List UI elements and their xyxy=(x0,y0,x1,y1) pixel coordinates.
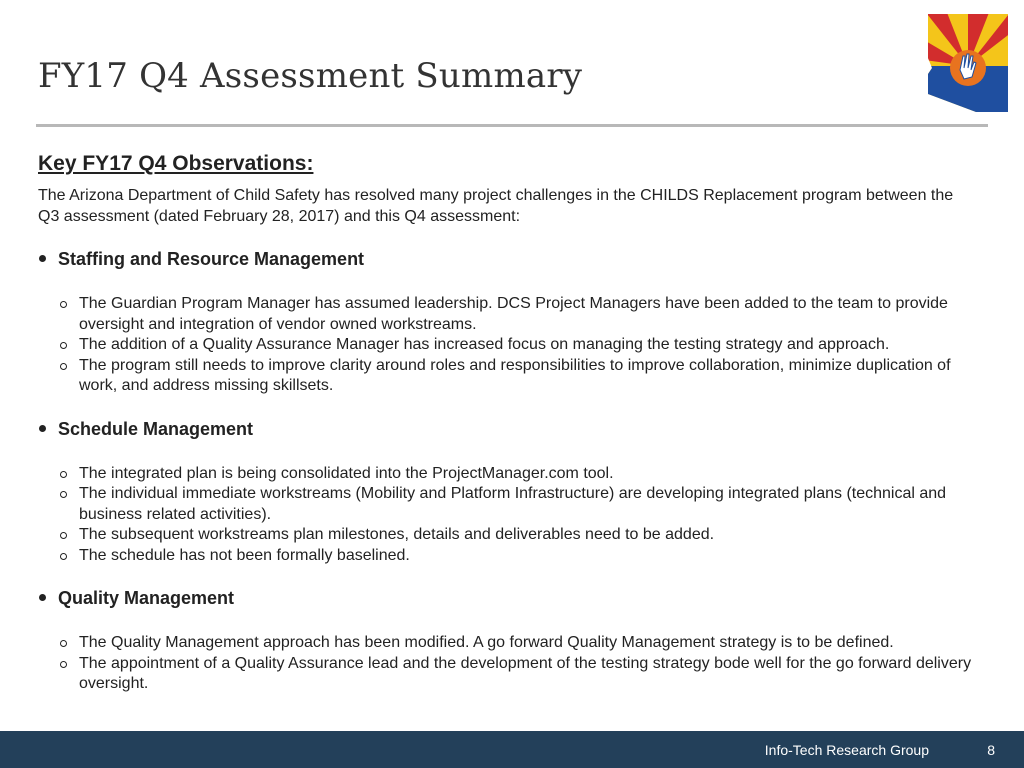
list-item: The program still needs to improve clarity around roles and responsibilities to improve collaboration, minimize duplication of work, and address missing skillsets. xyxy=(38,356,978,397)
section-title: Quality Management xyxy=(38,588,978,609)
footer-org: Info-Tech Research Group xyxy=(764,742,929,758)
list-item: The addition of a Quality Assurance Manager has increased focus on managing the testing strategy and approach. xyxy=(38,335,978,356)
bullet-icon xyxy=(39,425,46,432)
page-number: 8 xyxy=(987,742,995,758)
sub-bullet-icon xyxy=(60,471,67,478)
sub-bullet-icon xyxy=(60,342,67,349)
title-divider xyxy=(36,124,988,127)
bullet-list xyxy=(38,294,978,397)
observations-heading: Key FY17 Q4 Observations: xyxy=(38,152,314,175)
sub-bullet-icon xyxy=(60,491,67,498)
slide-body xyxy=(38,152,978,695)
intro-paragraph: The Arizona Department of Child Safety has resolved many project challenges in the CHILDS Replacement program between the Q3 assessment (dated February 28, 2017) and this Q4 assessment: xyxy=(38,187,954,225)
sub-bullet-icon xyxy=(60,661,67,668)
sub-bullet-icon xyxy=(60,553,67,560)
list-item: The Quality Management approach has been modified. A go forward Quality Management strategy is to be defined. xyxy=(38,633,978,654)
list-item: The Guardian Program Manager has assumed leadership. DCS Project Managers have been added to the team to provide oversight and integration of vendor owned workstreams. xyxy=(38,294,978,335)
sub-bullet-icon xyxy=(60,301,67,308)
bullet-list xyxy=(38,464,978,567)
list-item: The integrated plan is being consolidated into the ProjectManager.com tool. xyxy=(38,464,978,485)
sub-bullet-icon xyxy=(60,532,67,539)
list-item: The individual immediate workstreams (Mobility and Platform Infrastructure) are developing integrated plans (technical and business related activities). xyxy=(38,484,978,525)
list-item: The schedule has not been formally baselined. xyxy=(38,546,978,567)
list-item: The subsequent workstreams plan milestones, details and deliverables need to be added. xyxy=(38,525,978,546)
footer-bar xyxy=(0,731,1024,768)
list-item: The appointment of a Quality Assurance lead and the development of the testing strategy bode well for the go forward delivery oversight. xyxy=(38,654,978,695)
section-staffing xyxy=(38,249,978,397)
bullet-list xyxy=(38,633,978,695)
section-quality xyxy=(38,588,978,695)
arizona-dcs-logo-icon xyxy=(924,10,1012,114)
sub-bullet-icon xyxy=(60,363,67,370)
section-title: Schedule Management xyxy=(38,419,978,440)
section-title: Staffing and Resource Management xyxy=(38,249,978,270)
section-schedule xyxy=(38,419,978,567)
slide-title: FY17 Q4 Assessment Summary xyxy=(38,56,583,96)
bullet-icon xyxy=(39,594,46,601)
bullet-icon xyxy=(39,255,46,262)
sub-bullet-icon xyxy=(60,640,67,647)
